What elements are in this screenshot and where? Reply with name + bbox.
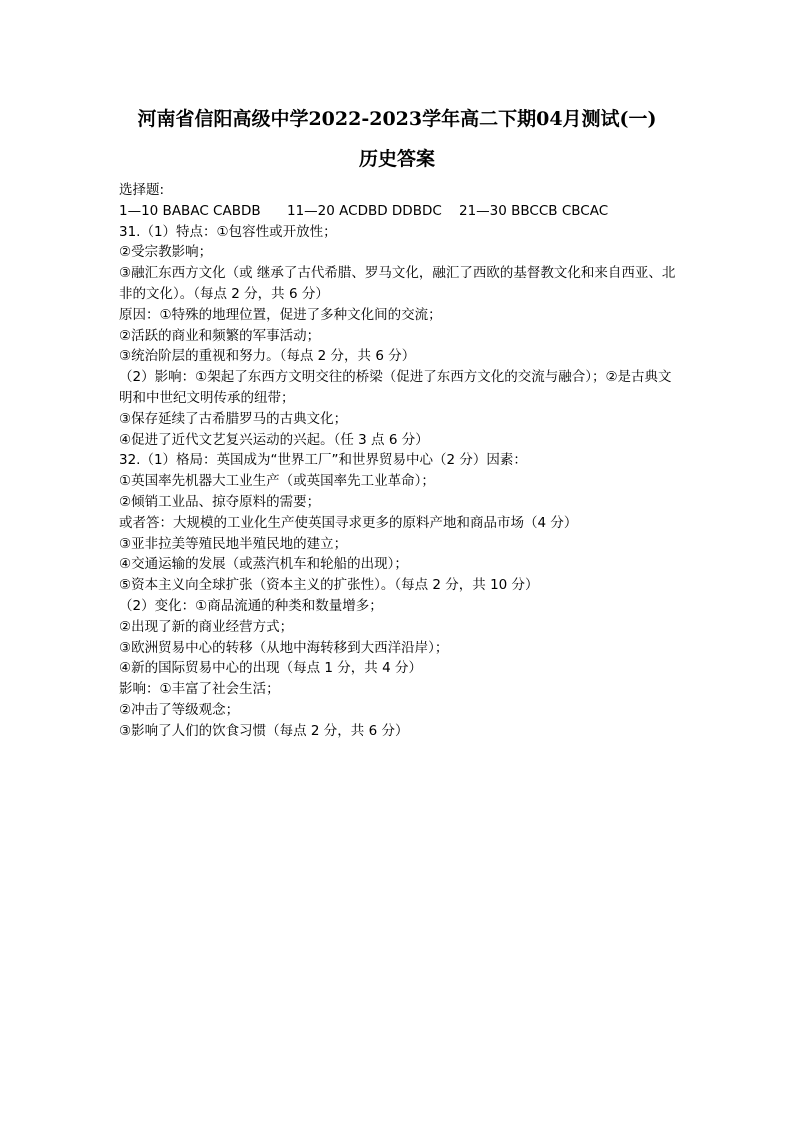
choice-section-label: 选择题: [119,182,165,198]
answer-line: ③影响了人们的饮食习惯（每点 2 分，共 6 分） [119,722,409,739]
answer-line: ②倾销工业品、掠夺原料的需要； [119,493,321,510]
answer-line: 31.（1）特点：①包容性或开放性； [119,223,337,240]
answer-line: ④交通运输的发展（或蒸汽机车和轮船的出现）； [119,556,408,573]
answer-line: 32.（1）格局：英国成为“世界工厂”和世界贸易中心（2 分）因素： [119,452,527,469]
answer-line: ③保存延续了古希腊罗马的古典文化； [119,410,348,427]
choice-group-11-20: 11—20 ACDBD DDBDC [287,202,442,219]
answer-line: ②冲击了等级观念； [119,701,240,718]
choice-group-1-10: 1—10 BABAC CABDB [119,202,261,219]
answer-line: ①英国率先机器大工业生产（或英国率先工业革命）； [119,473,435,490]
answer-line: ④新的国际贸易中心的出现（每点 1 分，共 4 分） [119,660,422,677]
answer-line: ③融汇东西方文化（或 继承了古代希腊、罗马文化，融汇了西欧的基督教文化和来自西亚、北非的文化）。（每点 2 分，共 6 分） [119,265,676,302]
answer-line: ②出现了新的商业经营方式； [119,618,294,635]
answer-line: （2）影响：①架起了东西方文明交往的桥梁（促进了东西方文化的交流与融合）；②是古典文明和中世纪文明传承的纽带； [119,369,672,406]
answer-line: 原因：①特殊的地理位置，促进了多种文化间的交流； [119,306,442,323]
answer-line: ③统治阶层的重视和努力。（每点 2 分，共 6 分） [119,348,416,365]
document-subtitle: 历史答案 [358,148,435,170]
answer-line: ④促进了近代文艺复兴运动的兴起。（任 3 点 6 分） [119,431,429,448]
answer-line: ②活跃的商业和频繁的军事活动； [119,327,321,344]
answer-line: ③亚非拉美等殖民地半殖民地的建立； [119,535,348,552]
answer-content [119,180,684,742]
choice-answers-row [119,201,684,222]
answer-line: ③欧洲贸易中心的转移（从地中海转移到大西洋沿岸）； [119,639,449,656]
choice-group-21-30: 21—30 BBCCB CBCAC [459,202,609,219]
answer-line: 影响：①丰富了社会生活； [119,681,280,698]
answer-line: ⑤资本主义向全球扩张（资本主义的扩张性）。（每点 2 分，共 10 分） [119,577,539,594]
document-title: 河南省信阳高级中学2022-2023学年高二下期04月测试(一) [137,108,657,130]
answer-line: 或者答：大规模的工业化生产使英国寻求更多的原料产地和商品市场（4 分） [119,514,578,531]
answer-line: （2）变化：①商品流通的种类和数量增多； [119,597,383,614]
answer-line: ②受宗教影响； [119,244,213,261]
